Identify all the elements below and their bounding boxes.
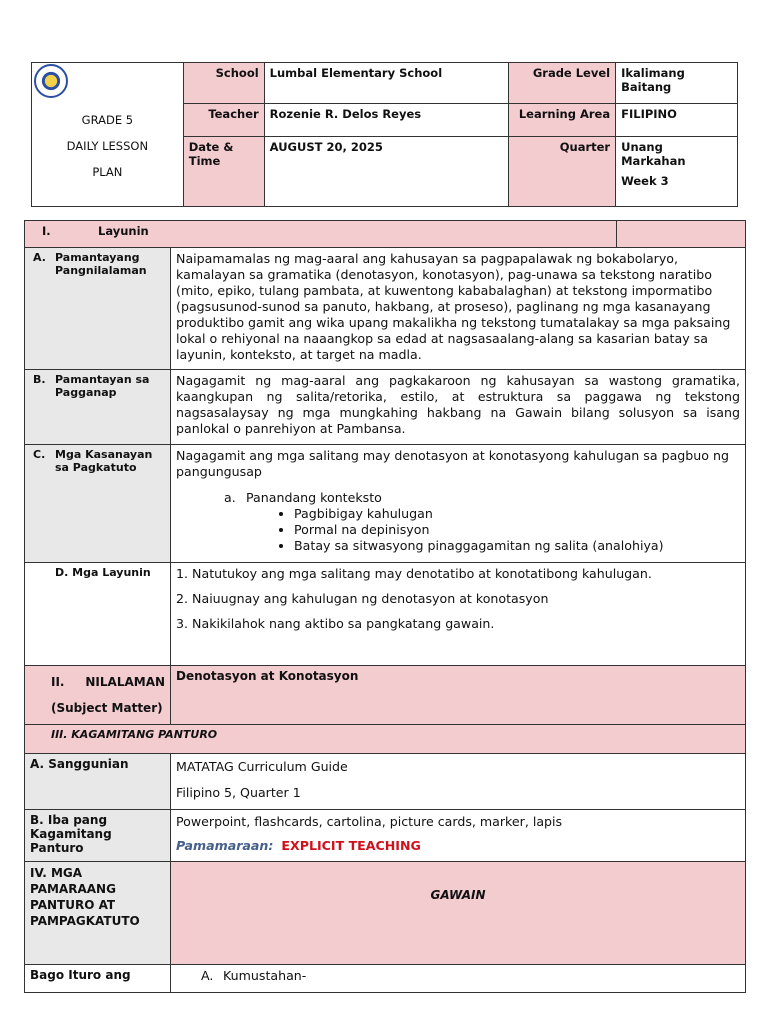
row-pamaraang-panturo xyxy=(25,862,746,965)
text-iba-pang-kagamitan: Powerpoint, flashcards, cartolina, picture cards, marker, lapis Pamamaraan: EXPLICIT TEACHING xyxy=(171,810,746,862)
header-table xyxy=(31,62,738,207)
label-nilalaman: II. NILALAMAN (Subject Matter) xyxy=(25,666,171,725)
row-mga-layunin xyxy=(25,563,746,666)
label-pamaraang-panturo: IV. MGA PAMARAANG PANTURO AT PAMPAGKATUTO xyxy=(25,862,171,965)
grade-level-value: Ikalimang Baitang xyxy=(616,63,738,104)
list-item: 3. Nakikilahok nang aktibo sa pangkatang gawain. xyxy=(176,616,495,631)
list-item: 1. Natutukoy ang mga salitang may denotatibo at konotatibong kahulugan. xyxy=(176,566,652,581)
layunin-heading: I. Layunin xyxy=(25,221,617,248)
list-item: Filipino 5, Quarter 1 xyxy=(176,785,301,800)
row-kagamitang-panturo xyxy=(25,725,746,754)
date-value: AUGUST 20, 2025 xyxy=(264,137,509,207)
text-sanggunian xyxy=(171,754,746,810)
text-bago-ituro: A. Kumustahan- xyxy=(171,965,746,993)
lesson-plan-table xyxy=(24,220,746,993)
date-label: Date & Time xyxy=(183,137,264,207)
list-item: MATATAG Curriculum Guide xyxy=(176,759,348,774)
heading-kagamitang-panturo: III. KAGAMITANG PANTURO xyxy=(25,725,746,754)
list-item: 2. Naiuugnay ang kahulugan ng denotasyon at konotasyon xyxy=(176,591,549,606)
text-mga-kasanayan: Nagagamit ang mga salitang may denotasyon at konotasyong kahulugan sa pagbuo ng pangungusap a. Panandang konteksto • Pagbibigay kahulugan • Pormal na depinisyon • Batay sa sitwasyong pinaggagamitan ng salita (analohiya) xyxy=(171,445,746,563)
row-pamantayang-pangnilalaman xyxy=(25,248,746,370)
label-iba-pang-kagamitan: B. Iba pang Kagamitang Panturo xyxy=(25,810,171,862)
pamamaraan-label: Pamamaraan: xyxy=(176,838,274,853)
row-pamantayan-sa-pagganap xyxy=(25,370,746,445)
quarter-label: Quarter xyxy=(509,137,616,207)
grade-title: GRADE 5 DAILY LESSON PLAN xyxy=(32,63,184,207)
week-value: Week 3 xyxy=(621,174,669,188)
learning-area-value: FILIPINO xyxy=(616,104,738,137)
row-sanggunian xyxy=(25,754,746,810)
row-mga-kasanayan xyxy=(25,445,746,563)
row-nilalaman xyxy=(25,666,746,725)
list-item: • Pagbibigay kahulugan xyxy=(294,506,740,522)
row-iba-pang-kagamitan xyxy=(25,810,746,862)
label-pamantayan-sa-pagganap: B. Pamantayan sa Pagganap xyxy=(25,370,171,445)
quarter-value: Unang Markahan Week 3 xyxy=(616,137,738,207)
label-mga-layunin: D. Mga Layunin xyxy=(25,563,171,666)
list-item: • Batay sa sitwasyong pinaggagamitan ng salita (analohiya) xyxy=(294,538,740,554)
teacher-value: Rozenie R. Delos Reyes xyxy=(264,104,509,137)
label-sanggunian: A. Sanggunian xyxy=(25,754,171,810)
layunin-row xyxy=(25,221,746,248)
text-pamantayang-pangnilalaman: Naipamamalas ng mag-aaral ang kahusayan sa pagpapalawak ng bokabolaryo, kamalayan sa gramatika (denotasyon, konotasyon), pag-unawa sa tekstong naratibo (mito, epiko, tulang pambata, at kuwentong kababalaghan) at tekstong impormatibo (pagsusunod-sunod sa panuto, hakbang, at proseso), paglinang ng mga kasanayang produktibo gamit ang wika upang makalikha ng tekstong tumatalakay sa mga paksaing lokal o rehiyonal na naaangkop sa edad at nagsasaalang-alang sa kasarian batay sa layunin, konteksto, at target na madla. xyxy=(171,248,746,370)
label-mga-kasanayan: C. Mga Kasanayan sa Pagkatuto xyxy=(25,445,171,563)
gawain-heading: GAWAIN xyxy=(171,862,746,965)
row-bago-ituro xyxy=(25,965,746,993)
school-value: Lumbal Elementary School xyxy=(264,63,509,104)
school-label: School xyxy=(183,63,264,104)
label-pamantayang-pangnilalaman: A. Pamantayang Pangnilalaman xyxy=(25,248,171,370)
value-nilalaman: Denotasyon at Konotasyon xyxy=(171,666,746,725)
text-mga-layunin xyxy=(171,563,746,666)
grade-level-label: Grade Level xyxy=(509,63,616,104)
list-item: • Pormal na depinisyon xyxy=(294,522,740,538)
learning-area-label: Learning Area xyxy=(509,104,616,137)
kasanayan-bullet-list xyxy=(176,506,740,554)
pamamaraan-value: EXPLICIT TEACHING xyxy=(281,838,421,853)
teacher-label: Teacher xyxy=(183,104,264,137)
label-bago-ituro: Bago Ituro ang xyxy=(25,965,171,993)
text-pamantayan-sa-pagganap: Nagagamit ng mag-aaral ang pagkakaroon ng kahusayan sa wastong gramatika, kaangkupan ng salita/retorika, estilo, at estruktura sa paggawa ng tekstong nagsasalaysay ng mga mungkahing hakbang na Gawain bilang solusyon sa isang panlokal o panrehiyon at Pambansa. xyxy=(171,370,746,445)
